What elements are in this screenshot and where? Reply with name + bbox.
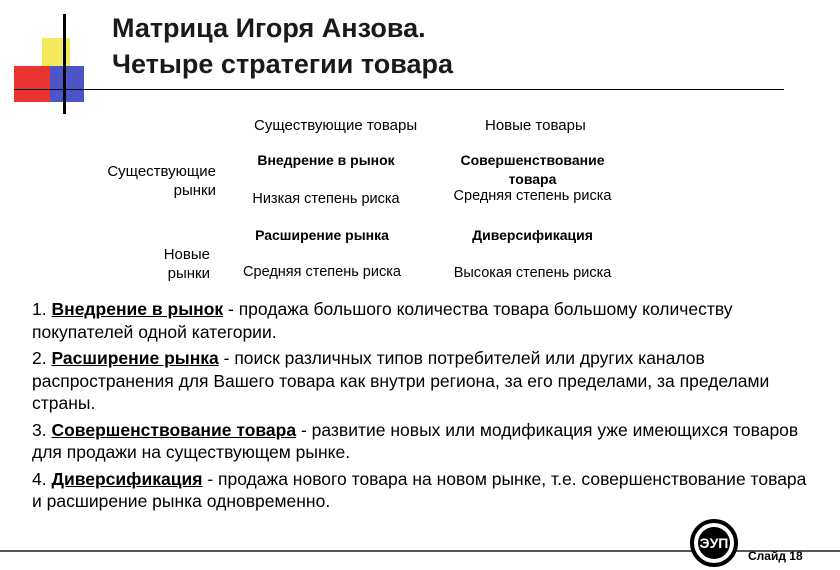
decor-red-square [14, 66, 50, 102]
cell-product-development-title: Совершенствование товара [460, 152, 605, 187]
list-item: 2. Расширение рынка - поиск различных типов потребителей или других каналов распространения для Вашего товара как внутри региона, за его пределами, за пределами страны. [32, 348, 770, 413]
title-line-2: Четыре стратегии товара [112, 49, 453, 79]
cell-market-penetration-title: Внедрение в рынок [257, 152, 395, 168]
slide-number: Слайд 18 [748, 549, 803, 563]
logo [686, 518, 742, 568]
cell-market-development-risk: Средняя степень риска [243, 264, 401, 280]
list-item: 4. Диверсификация - продажа нового товара на новом рынке, т.е. совершенствование товара и расширение рынка одновременно. [32, 468, 807, 511]
term-product-development: Совершенствование товара [51, 419, 297, 440]
row-label-existing-markets: Существующие рынки [107, 163, 216, 199]
title-line-1: Матрица Игоря Анзова. [112, 13, 426, 43]
list-item: 1. Внедрение в рынок - продажа большого количества товара большому количеству покупателей одной категории. [32, 299, 733, 342]
list-item: 3. Совершенствование товара - развитие новых или модификация уже имеющихся товаров для продажи на существующем рынке. [32, 419, 799, 462]
term-market-penetration: Внедрение в рынок [51, 299, 224, 319]
col-header-existing-products: Существующие товары [254, 117, 418, 134]
term-market-development: Расширение рынка [51, 348, 219, 368]
decor-vertical-line [63, 14, 66, 114]
strategy-descriptions [32, 298, 812, 517]
cell-diversification-risk: Высокая степень риска [453, 265, 612, 281]
cell-diversification-title: Диверсификация [472, 227, 593, 243]
slide-title [112, 10, 453, 82]
col-header-new-products: Новые товары [485, 117, 586, 134]
cell-product-development-risk: Средняя степень риска [453, 188, 612, 204]
row-label-new-markets: Новые рынки [163, 246, 210, 282]
cell-market-penetration-risk: Низкая степень риска [252, 191, 400, 207]
decor-blue-square [50, 66, 84, 102]
cell-market-development-title: Расширение рынка [255, 227, 389, 243]
term-diversification: Диверсификация [51, 468, 203, 489]
decor-horizontal-line [14, 89, 784, 90]
logo-text: ЭУП [699, 535, 729, 551]
